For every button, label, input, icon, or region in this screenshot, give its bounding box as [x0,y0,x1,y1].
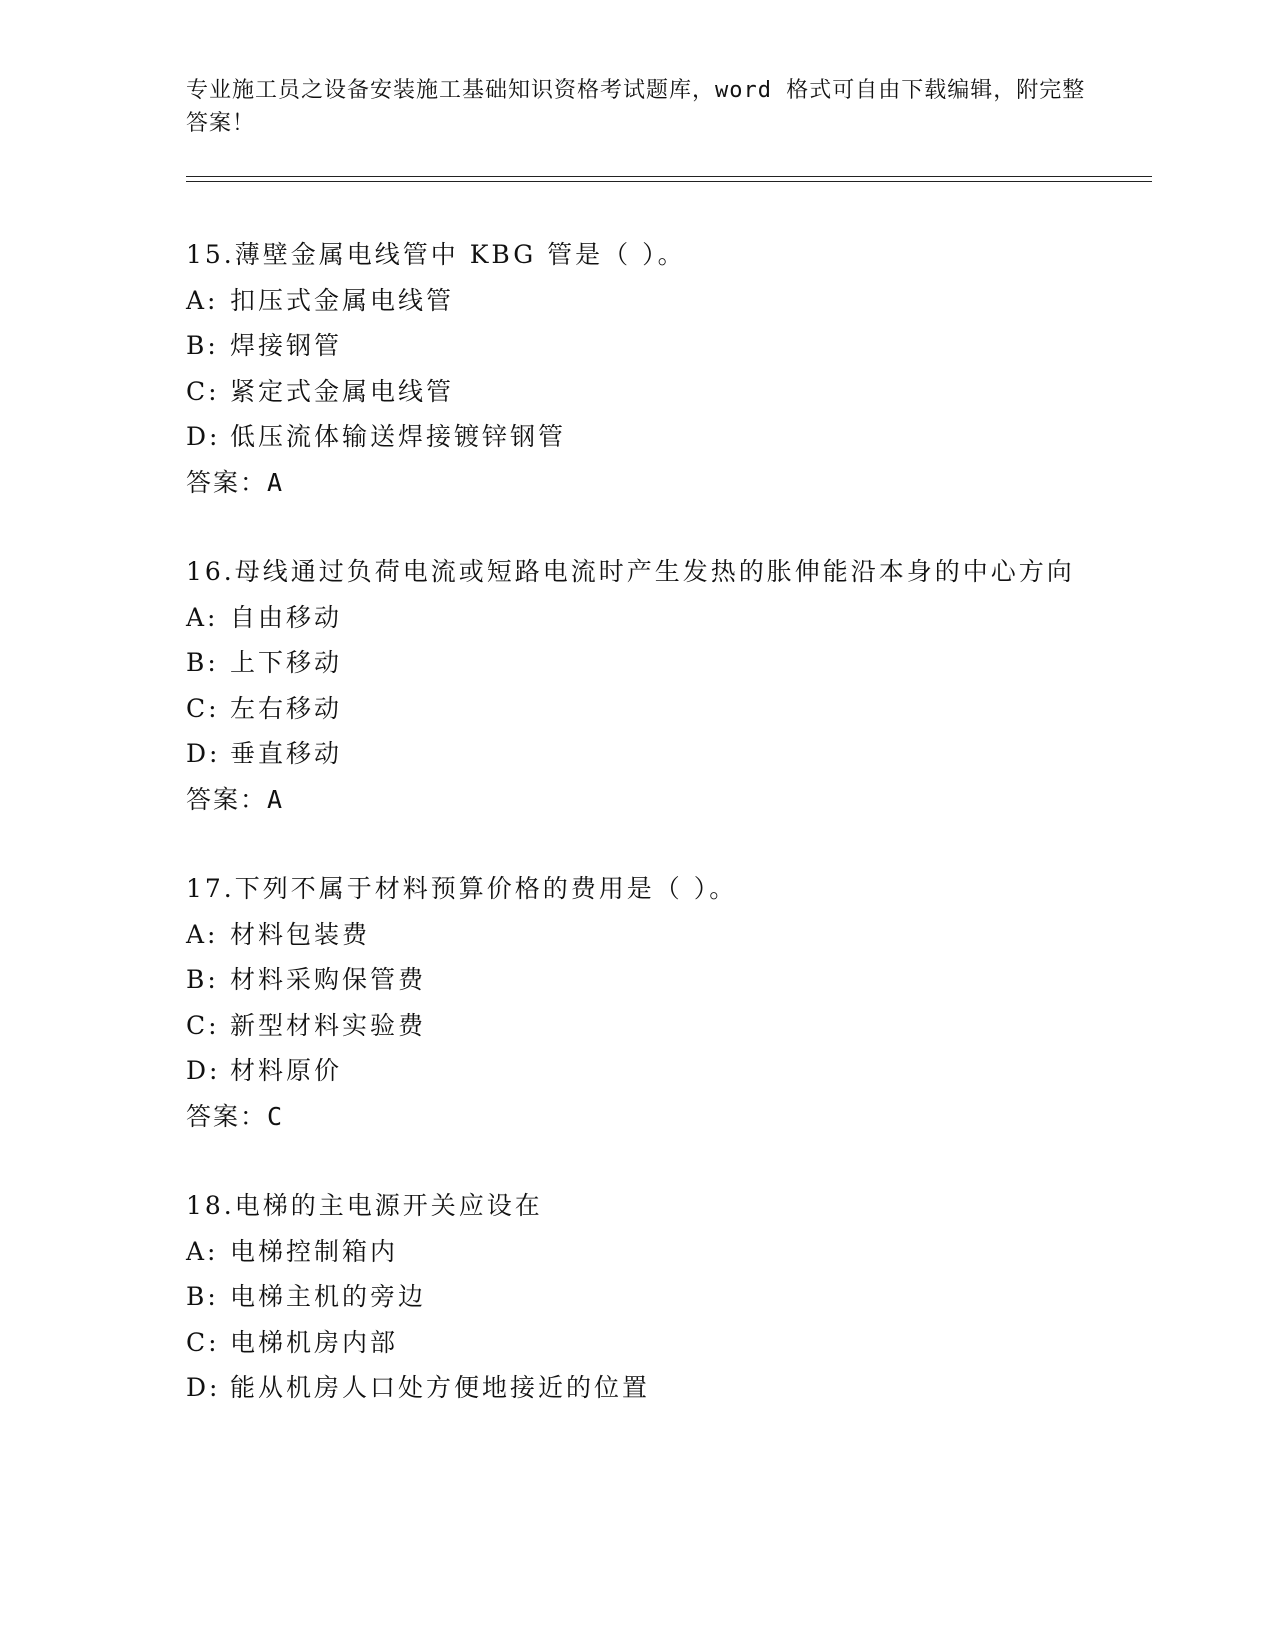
option-text: 垂直移动 [230,739,343,768]
option-letter: C: [186,1327,220,1357]
option-letter: A: [186,1236,219,1266]
option-b [186,640,1076,686]
option-text: 左右移动 [230,693,343,723]
option-text: 电梯机房内部 [230,1327,399,1357]
option-c [186,686,1076,732]
option-text: 紧定式金属电线管 [230,376,455,406]
question-stem: 17.下列不属于材料预算价格的费用是（ ）。 [186,874,738,903]
option-text: 材料原价 [230,1056,343,1085]
question-16 [186,549,1136,822]
option-a [186,912,1076,958]
answer-line [186,460,1136,506]
header-intro-text: 专业施工员之设备安装施工基础知识资格考试题库，word 格式可自由下载编辑，附完整答案！ [186,78,1086,136]
answer-line [186,1094,1136,1140]
option-letter: C: [186,1010,220,1040]
option-d [186,1365,1076,1411]
option-d [186,1048,1076,1094]
answer-value: C [267,1101,285,1131]
option-d [186,414,1076,460]
option-letter: C: [186,693,220,723]
option-c [186,1003,1076,1049]
option-text: 材料包装费 [230,919,371,949]
question-list [186,232,1136,1455]
option-letter: B: [186,331,219,360]
option-b [186,1274,1076,1320]
option-b [186,957,1076,1003]
answer-value: A [267,784,285,814]
answer-line [186,777,1136,823]
option-letter: C: [186,376,220,406]
option-letter: A: [186,285,219,315]
option-text: 电梯主机的旁边 [230,1282,427,1311]
document-header [186,74,1086,140]
option-letter: D: [186,739,221,768]
option-text: 上下移动 [230,648,343,677]
option-text: 焊接钢管 [230,331,343,360]
header-double-rule [186,176,1152,182]
option-b [186,323,1076,369]
option-c [186,1320,1076,1366]
option-a [186,595,1076,641]
question-stem: 15.薄壁金属电线管中 KBG 管是（ ）。 [186,240,686,269]
option-text: 电梯控制箱内 [230,1236,399,1266]
option-text: 新型材料实验费 [230,1010,427,1040]
option-letter: B: [186,648,219,677]
option-c [186,369,1076,415]
option-letter: B: [186,965,219,994]
option-letter: D: [186,1373,221,1402]
answer-label: 答案： [186,784,268,814]
question-stem: 16.母线通过负荷电流或短路电流时产生发热的胀伸能沿本身的中心方向 [186,557,1075,586]
option-text: 扣压式金属电线管 [230,285,455,315]
option-letter: A: [186,919,219,949]
option-letter: A: [186,602,219,632]
option-letter: B: [186,1282,219,1311]
option-text: 材料采购保管费 [230,965,427,994]
question-18 [186,1183,1136,1411]
answer-label: 答案： [186,1101,268,1131]
option-d [186,731,1076,777]
option-a [186,278,1076,324]
option-text: 自由移动 [230,602,343,632]
question-stem: 18.电梯的主电源开关应设在 [186,1191,543,1220]
option-text: 低压流体输送焊接镀锌钢管 [230,422,567,451]
answer-value: A [267,467,285,497]
answer-label: 答案： [186,467,268,497]
option-text: 能从机房人口处方便地接近的位置 [230,1373,651,1402]
question-17 [186,866,1136,1139]
option-a [186,1229,1076,1275]
question-15 [186,232,1136,505]
option-letter: D: [186,1056,221,1085]
option-letter: D: [186,422,221,451]
